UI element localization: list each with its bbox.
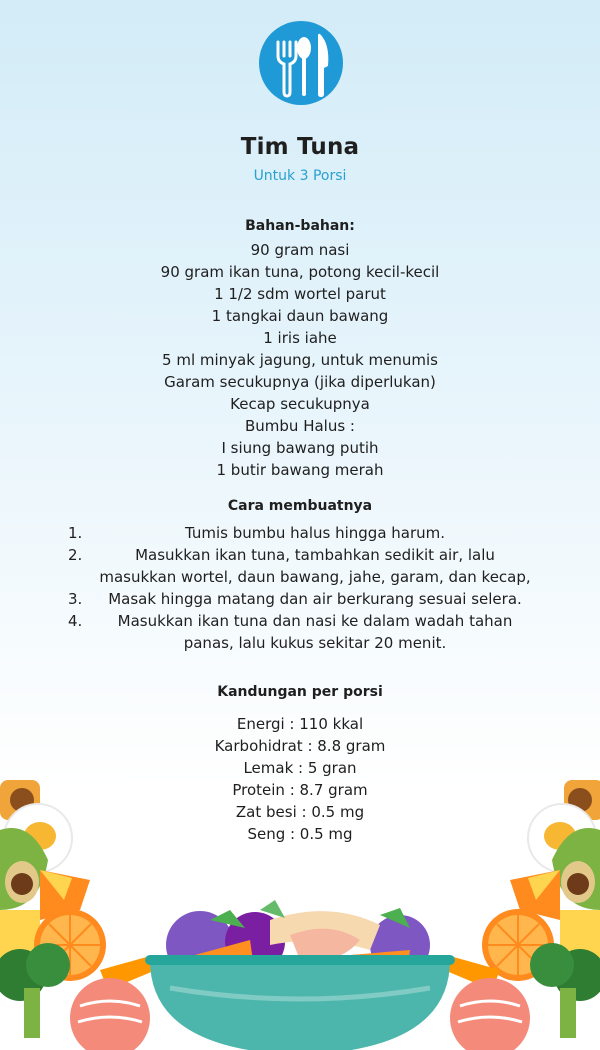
ingredients-heading: Bahan-bahan:	[245, 218, 355, 234]
step-text: Masukkan ikan tuna, tambahkan sedikit air, lalu	[135, 546, 495, 564]
nutrition-item: Protein : 8.7 gram	[232, 781, 368, 799]
step-text: masukkan wortel, daun bawang, jahe, garam, dan kecap,	[99, 568, 531, 586]
steps-heading: Cara membuatnya	[227, 498, 373, 514]
step-text: Tumis bumbu halus hingga harum.	[184, 524, 446, 542]
nutrition-item: Karbohidrat : 8.8 gram	[214, 737, 386, 755]
ingredient-item: 90 gram nasi	[250, 241, 350, 259]
ingredient-item: 1 butir bawang merah	[216, 461, 384, 479]
fruit-salad-bowl-illustration	[0, 760, 600, 1050]
step-number: 4.	[68, 612, 83, 630]
nutrition-item: Seng : 0.5 mg	[247, 825, 353, 843]
nutrition-item: Zat besi : 0.5 mg	[235, 803, 365, 821]
ingredient-item: Kecap secukupnya	[230, 395, 370, 413]
ingredient-item: I siung bawang putih	[221, 439, 379, 457]
ingredient-item: Garam secukupnya (jika diperlukan)	[164, 373, 436, 391]
ingredients-list	[0, 239, 600, 481]
step-text: panas, lalu kukus sekitar 20 menit.	[183, 634, 447, 652]
nutrition-heading: Kandungan per porsi	[217, 684, 383, 700]
step-text: Masak hingga matang dan air berkurang sesuai selera.	[108, 590, 522, 608]
ingredient-item: 1 tangkai daun bawang	[211, 307, 389, 325]
step-number: 1.	[68, 524, 83, 542]
fork-spoon-knife-icon	[258, 20, 344, 106]
step-item	[60, 522, 550, 544]
step-item	[60, 544, 550, 588]
ingredient-item: 1 1/2 sdm wortel parut	[214, 285, 386, 303]
step-number: 3.	[68, 590, 83, 608]
step-item	[60, 588, 550, 610]
ingredient-item: 90 gram ikan tuna, potong kecil-kecil	[160, 263, 440, 281]
ingredient-item: 1 iris iahe	[263, 329, 337, 347]
nutrition-item: Energi : 110 kkal	[236, 715, 364, 733]
step-item	[60, 610, 550, 654]
servings-label: Untuk 3 Porsi	[253, 168, 347, 184]
ingredient-item: Bumbu Halus :	[245, 417, 355, 435]
recipe-title: Tim Tuna	[240, 134, 360, 160]
ingredient-item: 5 ml minyak jagung, untuk menumis	[162, 351, 438, 369]
nutrition-item: Lemak : 5 gran	[243, 759, 357, 777]
step-number: 2.	[68, 546, 83, 564]
steps-list	[60, 522, 550, 654]
step-text: Masukkan ikan tuna dan nasi ke dalam wadah tahan	[117, 612, 513, 630]
